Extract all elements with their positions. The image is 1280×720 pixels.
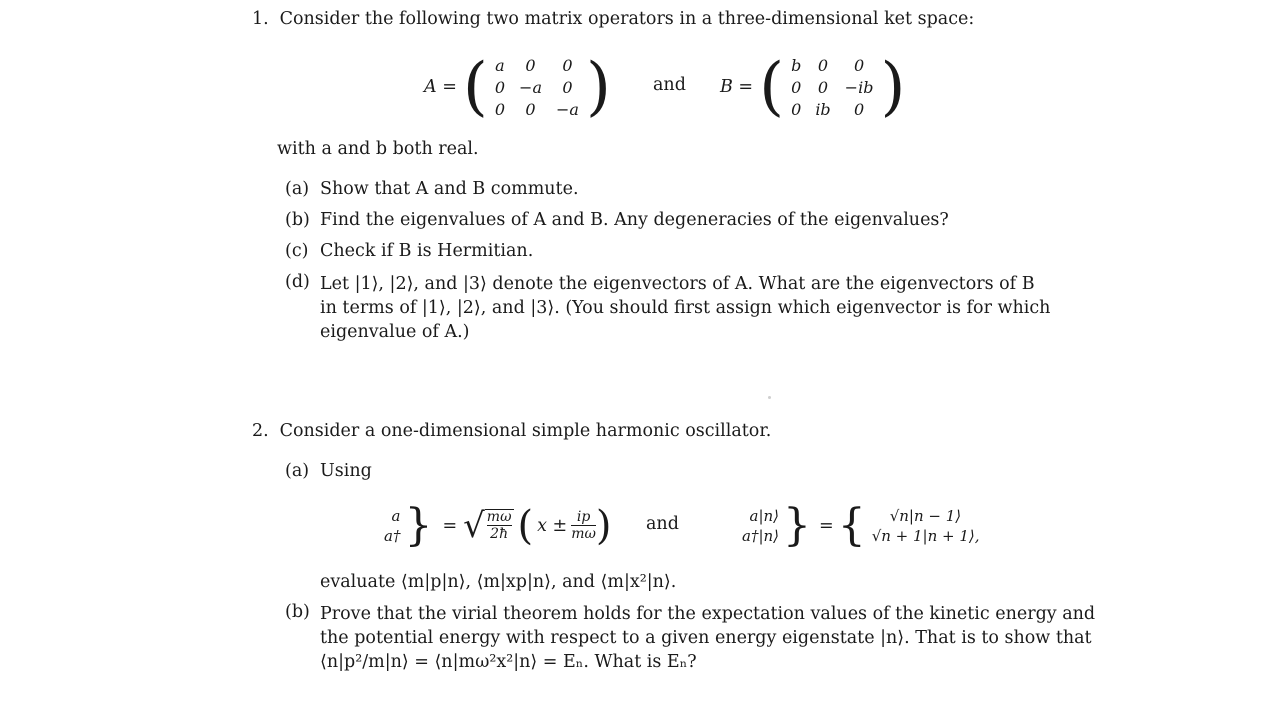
operator-stack [384, 506, 400, 546]
part-label: (a) [285, 179, 310, 199]
problem-1-part-c [285, 241, 533, 261]
matrix-a-entries [488, 54, 586, 120]
matrix-a-cell: 0 [494, 99, 506, 119]
raising-result: √n + 1|n + 1⟩, [871, 526, 980, 545]
problem-2-part-b [285, 602, 1095, 674]
matrix-b-label: B = [720, 77, 754, 97]
ladder-operator-equation [384, 500, 612, 551]
matrix-a-cell: 0 [525, 99, 536, 119]
left-brace: { [837, 500, 866, 551]
sqrt-numerator: mω [486, 509, 512, 526]
right-brace: } [783, 500, 812, 551]
part-text: Check if B is Hermitian. [320, 241, 534, 261]
matrix-b-cell: 0 [817, 77, 829, 97]
matrix-conjunction: and [653, 75, 686, 95]
fraction-denominator: mω [571, 525, 596, 542]
matrix-a-cell: 0 [525, 55, 536, 75]
x-plus-minus: x ± [537, 515, 568, 536]
fraction-numerator: ip [576, 508, 591, 525]
lowering-result: √n|n − 1⟩ [889, 506, 962, 525]
problem-1-part-a [285, 179, 579, 199]
matrix-b [720, 50, 905, 124]
problem-2-part-a-intro [285, 461, 372, 481]
matrix-a-cell: 0 [562, 77, 573, 97]
problem-1-number: 1. [252, 9, 269, 29]
matrix-b-cell: ib [815, 99, 831, 119]
matrix-a-cell: 0 [494, 77, 506, 97]
ket-rhs-stack [872, 506, 980, 546]
part-label: (d) [285, 272, 310, 292]
equation-conjunction: and [646, 514, 679, 534]
sqrt-fraction [485, 509, 514, 541]
matrix-b-right-paren: ) [880, 50, 906, 124]
part-label: (b) [285, 210, 310, 230]
problem-1-statement [252, 9, 974, 29]
matrix-b-entries [784, 54, 880, 120]
matrix-b-left-paren: ( [759, 50, 785, 124]
problem-2-part-a-task: evaluate ⟨m|p|n⟩, ⟨m|xp|n⟩, and ⟨m|x²|n⟩. [320, 572, 677, 592]
part-text-line: the potential energy with respect to a given energy eigenstate |n⟩. That is to show that [320, 628, 1092, 648]
momentum-fraction [571, 510, 596, 541]
lowering-action: a|n⟩ [749, 506, 780, 525]
matrix-a-cell: −a [555, 99, 579, 119]
scan-speck [768, 396, 771, 399]
problem-2-number: 2. [252, 421, 269, 441]
left-paren: ( [517, 502, 534, 549]
part-text: Find the eigenvalues of A and B. Any degeneracies of the eigenvalues? [320, 210, 949, 230]
ladder-action-equation [742, 500, 980, 551]
matrix-b-cell: b [791, 55, 802, 75]
annihilation-operator: a [391, 506, 401, 525]
raising-action: a†|n⟩ [742, 526, 780, 545]
matrix-b-cell: 0 [791, 99, 802, 119]
problem-1-part-d [285, 272, 1050, 344]
part-text-line: Prove that the virial theorem holds for the expectation values of the kinetic energy and [320, 604, 1096, 624]
matrix-a-cell: 0 [562, 55, 573, 75]
sqrt-icon: √ [463, 505, 485, 546]
part-text: Show that A and B commute. [320, 179, 579, 199]
sqrt-factor [463, 506, 513, 546]
equals-sign: = [442, 515, 458, 536]
part-label: (b) [285, 602, 310, 622]
creation-operator: a† [384, 526, 401, 545]
part-text-line: in terms of |1⟩, |2⟩, and |3⟩. (You should first assign which eigenvector is for which [320, 298, 1051, 318]
equals-sign: = [819, 515, 834, 536]
part-text-line: ⟨n|p²/m|n⟩ = ⟨n|mω²x²|n⟩ = Eₙ. What is Eₙ? [320, 652, 697, 672]
matrix-b-cell: 0 [817, 55, 829, 75]
matrix-a-right-paren: ) [585, 50, 611, 124]
matrix-a-cell: −a [519, 77, 542, 97]
sqrt-denominator: 2ħ [487, 525, 512, 542]
matrix-a-label: A = [424, 77, 457, 97]
matrix-a [424, 50, 611, 124]
problem-2-text: Consider a one-dimensional simple harmonic oscillator. [279, 421, 772, 441]
part-text-line: Let |1⟩, |2⟩, and |3⟩ denote the eigenvectors of A. What are the eigenvectors of B [320, 274, 1035, 294]
part-text: Using [320, 461, 372, 481]
matrix-b-cell: 0 [791, 77, 802, 97]
ket-lhs-stack [742, 506, 779, 546]
part-label: (a) [285, 461, 310, 481]
matrix-a-left-paren: ( [462, 50, 488, 124]
right-brace: } [404, 500, 433, 551]
matrix-b-cell: 0 [853, 55, 865, 75]
matrix-b-cell: 0 [853, 99, 865, 119]
problem-1-text: Consider the following two matrix operators in a three-dimensional ket space: [279, 9, 975, 29]
problem-1-part-b [285, 210, 949, 230]
problem-1-condition: with a and b both real. [277, 139, 479, 159]
matrix-b-cell: −ib [844, 77, 874, 97]
problem-2-statement [252, 421, 771, 441]
part-label: (c) [285, 241, 309, 261]
right-paren: ) [595, 502, 612, 549]
matrix-a-cell: a [495, 55, 505, 75]
part-text-line: eigenvalue of A.) [320, 322, 470, 342]
